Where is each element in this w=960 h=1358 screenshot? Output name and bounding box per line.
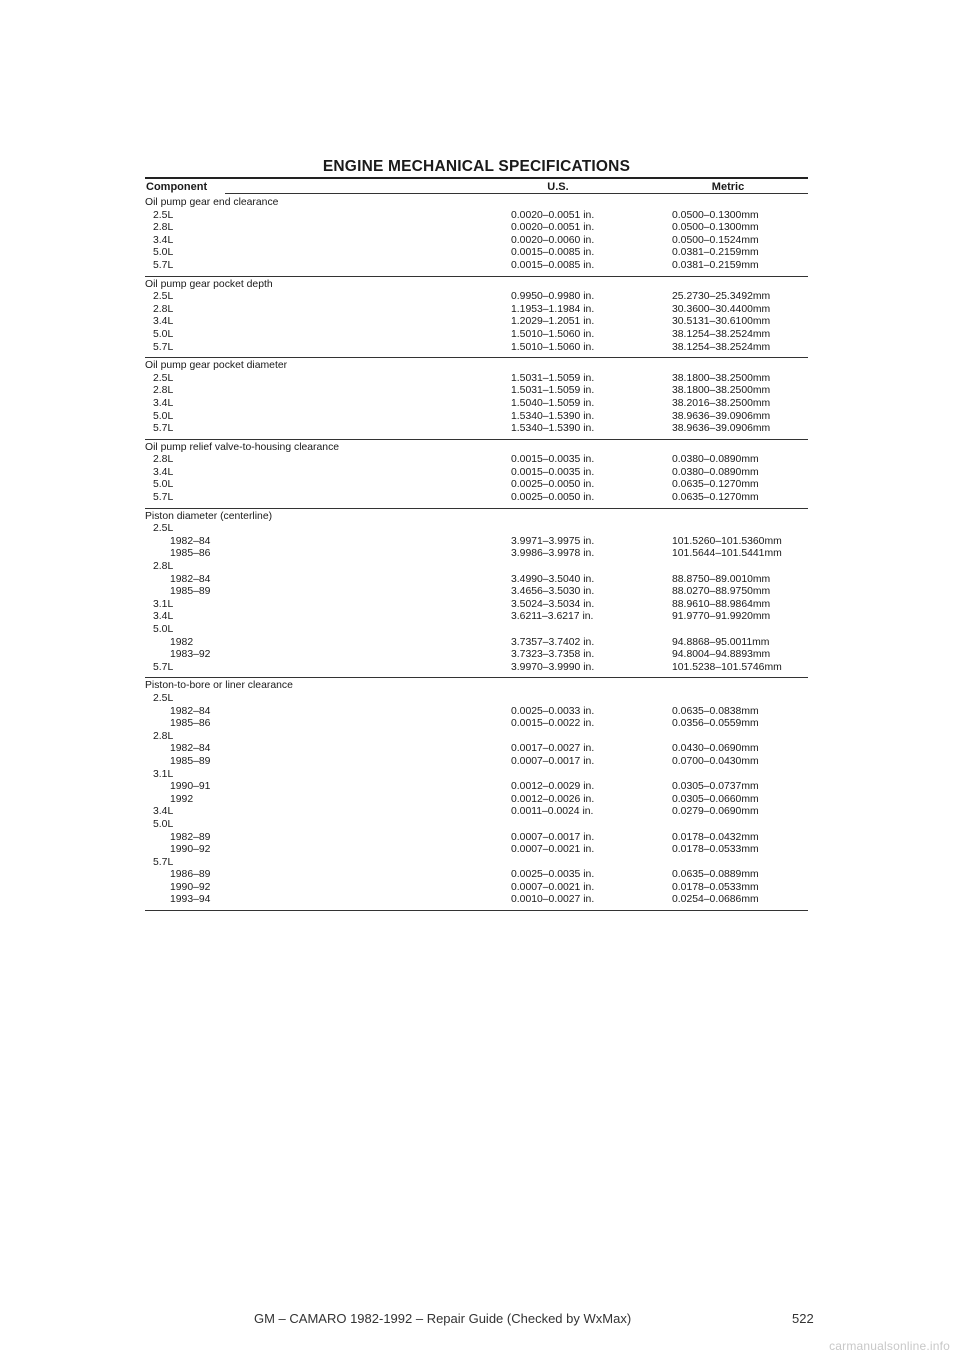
- table-row: [145, 662, 808, 675]
- section-heading: [145, 360, 808, 373]
- section-heading: [145, 511, 808, 524]
- metric-value: 38.9636–39.0906mm: [672, 423, 771, 435]
- row-label: 1982–84: [170, 705, 211, 717]
- metric-value: 94.8004–94.8893mm: [672, 649, 771, 661]
- table-header: [145, 179, 808, 195]
- row-label: 2.5L: [153, 209, 174, 221]
- row-label: 1990–92: [170, 881, 211, 893]
- row-label: 5.0L: [153, 328, 174, 340]
- table-row: [145, 385, 808, 398]
- row-label: 3.1L: [153, 598, 174, 610]
- metric-value: 0.0635–0.0838mm: [672, 705, 759, 717]
- table-row: [145, 492, 808, 505]
- metric-value: 88.8750–89.0010mm: [672, 573, 771, 585]
- row-label: 3.4L: [153, 316, 174, 328]
- us-value: 3.4990–3.5040 in.: [511, 573, 595, 585]
- table-row: [145, 411, 808, 424]
- metric-value: 38.1800–38.2500mm: [672, 385, 771, 397]
- table-row: [145, 586, 808, 599]
- section-heading-label: Oil pump gear end clearance: [145, 197, 279, 208]
- row-label: 2.5L: [153, 523, 174, 535]
- table-row: [145, 235, 808, 248]
- spec-section: [145, 195, 808, 277]
- us-value: 0.0015–0.0022 in.: [511, 718, 595, 730]
- us-value: 1.5031–1.5059 in.: [511, 385, 595, 397]
- table-row: [145, 693, 808, 706]
- table-row: [145, 329, 808, 342]
- us-value: 0.0015–0.0035 in.: [511, 466, 595, 478]
- row-label: 1982: [170, 636, 194, 648]
- table-row: [145, 561, 808, 574]
- us-value: 1.1953–1.1984 in.: [511, 303, 595, 315]
- table-row: [145, 649, 808, 662]
- table-row: [145, 247, 808, 260]
- metric-value: 0.0305–0.0737mm: [672, 781, 759, 793]
- page-number: 522: [792, 1311, 814, 1326]
- metric-value: 0.0178–0.0533mm: [672, 844, 759, 856]
- us-value: 0.0025–0.0033 in.: [511, 705, 595, 717]
- row-label: 5.7L: [153, 423, 174, 435]
- table-row: [145, 756, 808, 769]
- table-row: [145, 894, 808, 907]
- metric-value: 88.0270–88.9750mm: [672, 586, 771, 598]
- table-row: [145, 832, 808, 845]
- row-label: 1990–91: [170, 781, 211, 793]
- table-row: [145, 222, 808, 235]
- metric-value: 0.0430–0.0690mm: [672, 743, 759, 755]
- footer-text: GM – CAMARO 1982-1992 – Repair Guide (Checked by WxMax): [254, 1311, 632, 1326]
- table-row: [145, 844, 808, 857]
- us-value: 0.0025–0.0035 in.: [511, 869, 595, 881]
- metric-value: 88.9610–88.9864mm: [672, 598, 771, 610]
- row-label: 3.4L: [153, 806, 174, 818]
- metric-value: 94.8868–95.0011mm: [672, 636, 770, 648]
- table-row: [145, 398, 808, 411]
- row-label: 5.7L: [153, 341, 174, 353]
- us-value: 0.0011–0.0024 in.: [511, 806, 594, 818]
- us-value: 0.0010–0.0027 in.: [511, 894, 595, 906]
- us-value: 1.5040–1.5059 in.: [511, 397, 595, 409]
- table-row: [145, 769, 808, 782]
- us-value: 3.4656–3.5030 in.: [511, 586, 595, 598]
- row-label: 1993–94: [170, 894, 211, 906]
- section-heading-label: Oil pump gear pocket depth: [145, 278, 273, 290]
- column-header-component: Component: [146, 181, 208, 193]
- us-value: 0.0015–0.0085 in.: [511, 247, 595, 259]
- metric-value: 101.5644–101.5441mm: [672, 548, 782, 560]
- row-label: 2.8L: [153, 222, 174, 234]
- row-label: 3.4L: [153, 234, 174, 246]
- table-row: [145, 423, 808, 436]
- row-label: 1982–84: [170, 743, 211, 755]
- row-label: 5.7L: [153, 856, 174, 868]
- us-value: 1.2029–1.2051 in.: [511, 316, 595, 328]
- metric-value: 0.0700–0.0430mm: [672, 755, 759, 767]
- table-row: [145, 291, 808, 304]
- us-value: 0.0025–0.0050 in.: [511, 479, 595, 491]
- us-value: 3.7323–3.7358 in.: [511, 649, 595, 661]
- row-label: 2.8L: [153, 454, 174, 466]
- table-row: [145, 479, 808, 492]
- section-heading: [145, 197, 808, 210]
- table-row: [145, 304, 808, 317]
- metric-value: 0.0381–0.2159mm: [672, 259, 759, 271]
- metric-value: 38.9636–39.0906mm: [672, 410, 771, 422]
- table-row: [145, 819, 808, 832]
- row-label: 5.0L: [153, 479, 174, 491]
- section-heading-label: Oil pump relief valve-to-housing clearance: [145, 441, 340, 453]
- row-label: 3.4L: [153, 397, 174, 409]
- metric-value: 0.0635–0.1270mm: [672, 492, 759, 504]
- table-row: [145, 781, 808, 794]
- table-row: [145, 523, 808, 536]
- metric-value: 0.0254–0.0686mm: [672, 894, 759, 906]
- metric-value: 0.0500–0.1300mm: [672, 222, 759, 234]
- metric-value: 0.0635–0.1270mm: [672, 479, 759, 491]
- metric-value: 0.0500–0.1300mm: [672, 209, 759, 221]
- table-row: [145, 548, 808, 561]
- section-heading: [145, 279, 808, 292]
- column-header-us: U.S.: [547, 181, 569, 193]
- table-row: [145, 342, 808, 355]
- row-label: 3.4L: [153, 611, 174, 623]
- row-label: 5.7L: [153, 492, 174, 504]
- table-row: [145, 706, 808, 719]
- metric-value: 0.0500–0.1524mm: [672, 234, 759, 246]
- table-row: [145, 794, 808, 807]
- row-label: 1982–84: [170, 573, 211, 585]
- spec-section: [145, 678, 808, 911]
- metric-value: 0.0356–0.0559mm: [672, 718, 759, 730]
- us-value: 3.6211–3.6217 in.: [511, 611, 594, 623]
- us-value: 1.5031–1.5059 in.: [511, 372, 595, 384]
- header-divider: [225, 193, 808, 194]
- section-heading-label: Oil pump gear pocket diameter: [145, 360, 288, 372]
- row-label: 2.5L: [153, 372, 174, 384]
- metric-value: 0.0178–0.0533mm: [672, 881, 759, 893]
- metric-value: 38.1800–38.2500mm: [672, 372, 771, 384]
- metric-value: 0.0380–0.0890mm: [672, 466, 759, 478]
- metric-value: 0.0635–0.0889mm: [672, 869, 759, 881]
- row-label: 5.0L: [153, 818, 174, 830]
- row-label: 1985–89: [170, 755, 211, 767]
- table-row: [145, 574, 808, 587]
- us-value: 0.0007–0.0017 in.: [511, 755, 595, 767]
- us-value: 0.9950–0.9980 in.: [511, 291, 595, 303]
- us-value: 0.0007–0.0017 in.: [511, 831, 595, 843]
- table-row: [145, 611, 808, 624]
- column-header-metric: Metric: [711, 181, 745, 193]
- table-row: [145, 857, 808, 870]
- us-value: 3.5024–3.5034 in.: [511, 598, 595, 610]
- row-label: 1985–86: [170, 548, 211, 560]
- specifications-table: [145, 179, 808, 911]
- metric-value: 38.1254–38.2524mm: [672, 341, 771, 353]
- row-label: 3.1L: [153, 768, 174, 780]
- us-value: 0.0025–0.0050 in.: [511, 492, 595, 504]
- us-value: 0.0020–0.0051 in.: [511, 209, 595, 221]
- section-heading-label: Piston diameter (centerline): [145, 510, 273, 522]
- us-value: 0.0007–0.0021 in.: [511, 844, 595, 856]
- table-row: [145, 210, 808, 223]
- us-value: 0.0015–0.0085 in.: [511, 259, 595, 271]
- table-row: [145, 743, 808, 756]
- row-label: 5.0L: [153, 624, 174, 635]
- row-label: 5.0L: [153, 247, 174, 259]
- us-value: 0.0012–0.0026 in.: [511, 793, 595, 805]
- spec-section: [145, 509, 808, 679]
- table-row: [145, 731, 808, 744]
- table-row: [145, 454, 808, 467]
- us-value: 1.5340–1.5390 in.: [511, 423, 595, 435]
- us-value: 3.9971–3.9975 in.: [511, 535, 595, 547]
- row-label: 1986–89: [170, 869, 211, 881]
- table-row: [145, 373, 808, 386]
- metric-value: 101.5260–101.5360mm: [672, 535, 782, 547]
- spec-section: [145, 277, 808, 359]
- row-label: 1985–89: [170, 586, 211, 598]
- table-row: [145, 637, 808, 650]
- row-label: 5.7L: [153, 259, 174, 271]
- metric-value: 25.2730–25.3492mm: [672, 291, 771, 303]
- table-body: [145, 195, 808, 911]
- section-heading: [145, 680, 808, 693]
- metric-value: 0.0381–0.2159mm: [672, 247, 759, 259]
- us-value: 3.9970–3.9990 in.: [511, 661, 595, 673]
- metric-value: 38.1254–38.2524mm: [672, 328, 771, 340]
- metric-value: 0.0178–0.0432mm: [672, 831, 759, 843]
- us-value: 1.5340–1.5390 in.: [511, 410, 595, 422]
- metric-value: 30.5131–30.6100mm: [672, 316, 771, 328]
- row-label: 2.8L: [153, 385, 174, 397]
- row-label: 2.8L: [153, 561, 174, 573]
- us-value: 0.0020–0.0060 in.: [511, 234, 595, 246]
- row-label: 1990–92: [170, 844, 211, 856]
- spec-section: [145, 358, 808, 440]
- table-row: [145, 536, 808, 549]
- us-value: 3.7357–3.7402 in.: [511, 636, 595, 648]
- table-row: [145, 624, 808, 637]
- metric-value: 38.2016–38.2500mm: [672, 397, 771, 409]
- metric-value: 30.3600–30.4400mm: [672, 303, 771, 315]
- table-row: [145, 869, 808, 882]
- row-label: 1985–86: [170, 718, 211, 730]
- table-row: [145, 718, 808, 731]
- row-label: 5.0L: [153, 410, 174, 422]
- metric-value: 0.0279–0.0690mm: [672, 806, 759, 818]
- watermark: carmanualsonline.info: [829, 1339, 950, 1353]
- table-row: [145, 806, 808, 819]
- row-label: 1983–92: [170, 649, 211, 661]
- table-row: [145, 260, 808, 273]
- row-label: 2.8L: [153, 730, 174, 742]
- row-label: 3.4L: [153, 466, 174, 478]
- section-heading-label: Piston-to-bore or liner clearance: [145, 680, 293, 692]
- metric-value: 91.9770–91.9920mm: [672, 611, 771, 623]
- page-title: ENGINE MECHANICAL SPECIFICATIONS: [322, 158, 631, 175]
- row-label: 2.5L: [153, 291, 174, 303]
- table-row: [145, 599, 808, 612]
- row-label: 1982–84: [170, 535, 211, 547]
- spec-section: [145, 440, 808, 509]
- row-label: 1982–89: [170, 831, 211, 843]
- row-label: 2.5L: [153, 692, 174, 704]
- us-value: 0.0015–0.0035 in.: [511, 454, 595, 466]
- us-value: 3.9986–3.9978 in.: [511, 548, 595, 560]
- row-label: 1992: [170, 793, 194, 805]
- table-row: [145, 316, 808, 329]
- us-value: 1.5010–1.5060 in.: [511, 341, 595, 353]
- metric-value: 0.0305–0.0660mm: [672, 793, 759, 805]
- us-value: 0.0012–0.0029 in.: [511, 781, 595, 793]
- us-value: 0.0020–0.0051 in.: [511, 222, 595, 234]
- us-value: 1.5010–1.5060 in.: [511, 328, 595, 340]
- section-heading: [145, 442, 808, 455]
- us-value: 0.0007–0.0021 in.: [511, 881, 595, 893]
- table-row: [145, 882, 808, 895]
- metric-value: 101.5238–101.5746mm: [672, 661, 782, 673]
- us-value: 0.0017–0.0027 in.: [511, 743, 595, 755]
- metric-value: 0.0380–0.0890mm: [672, 454, 759, 466]
- table-row: [145, 467, 808, 480]
- row-label: 2.8L: [153, 303, 174, 315]
- row-label: 5.7L: [153, 661, 174, 673]
